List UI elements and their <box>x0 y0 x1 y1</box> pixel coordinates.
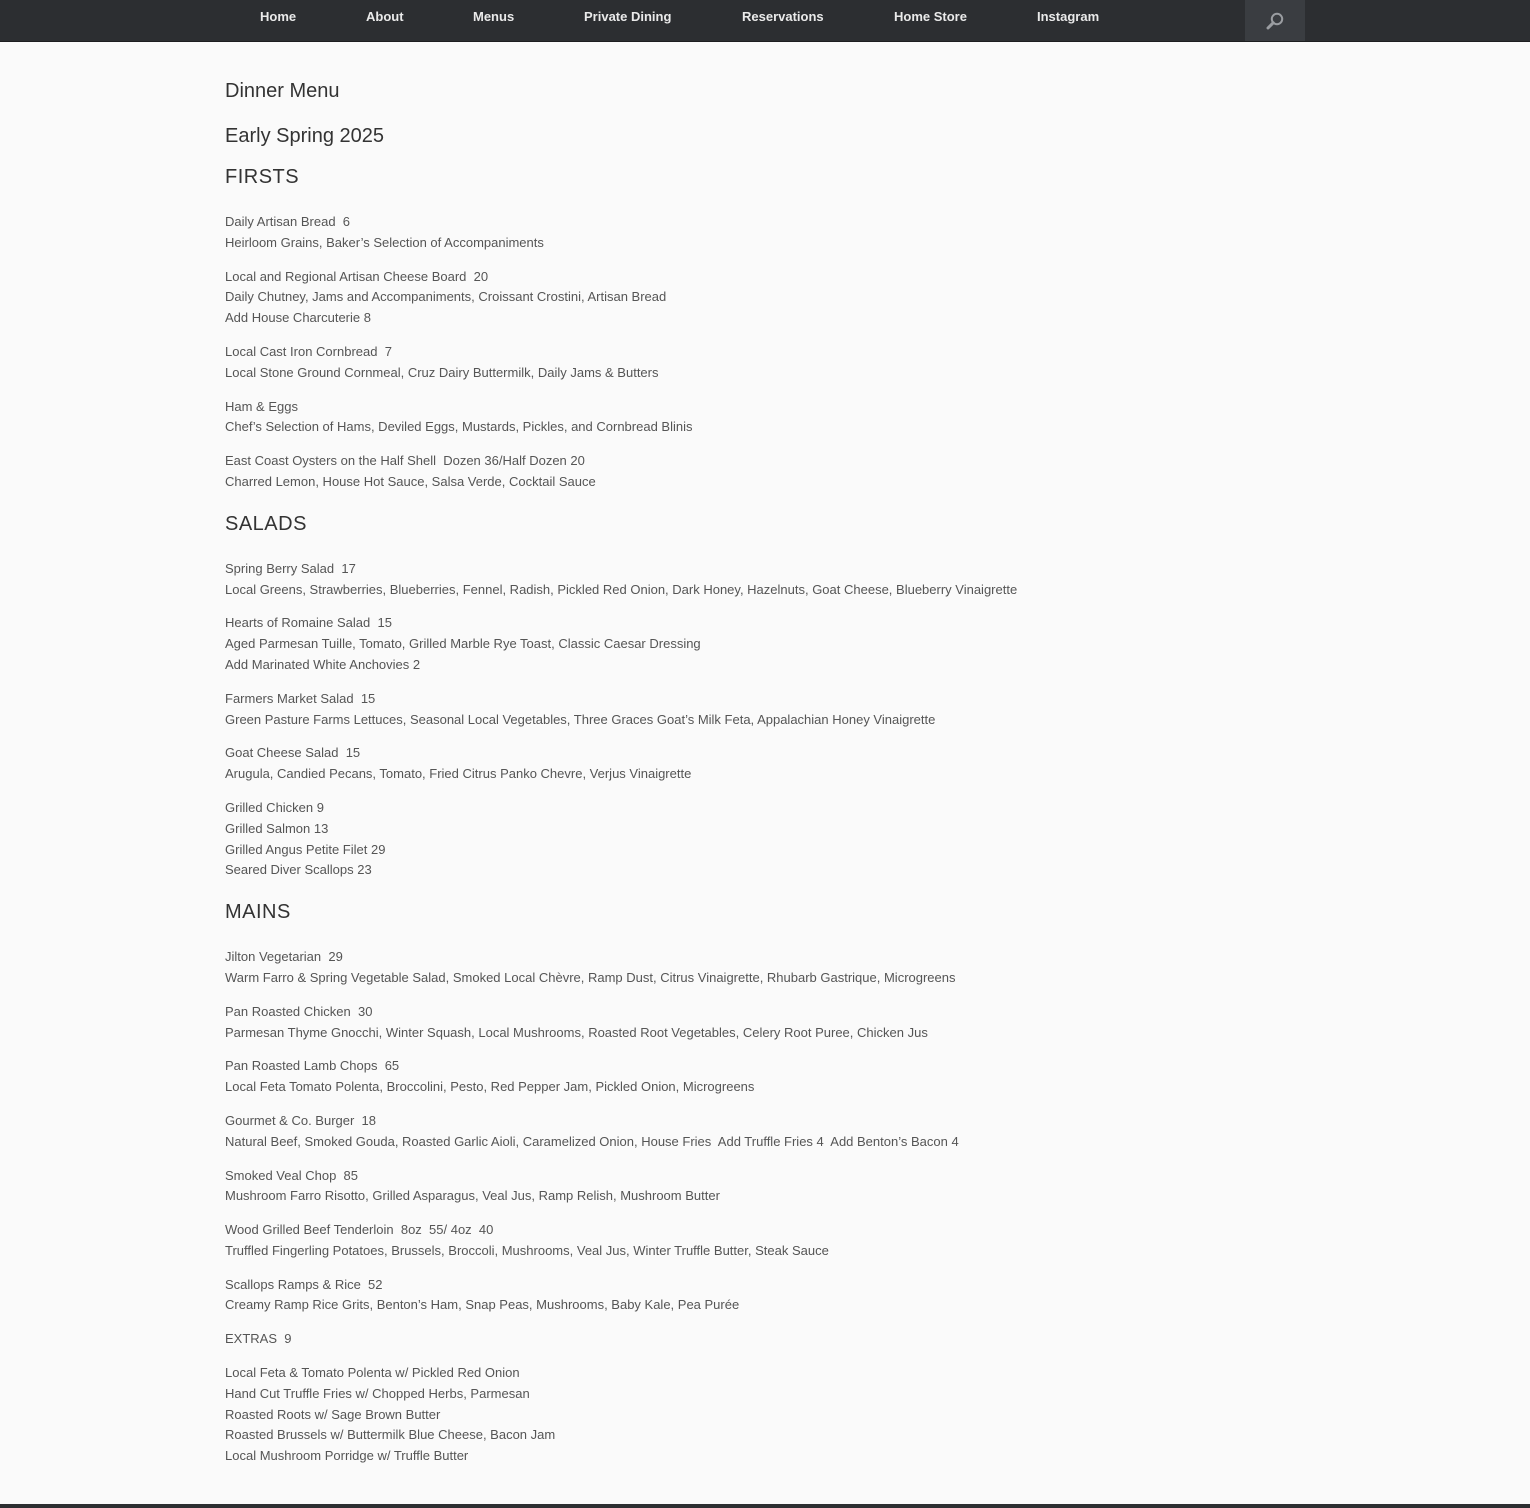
menu-item <box>225 342 1305 384</box>
footer-edge <box>0 1504 1530 1508</box>
menu-item-title: Daily Artisan Bread 6 <box>225 214 351 229</box>
menu-section-mains <box>225 899 1305 1467</box>
menu-item-description: Local Mushroom Porridge w/ Truffle Butter <box>225 1448 469 1464</box>
search-toggle-button[interactable] <box>1245 0 1305 42</box>
menu-item-description: Arugula, Candied Pecans, Tomato, Fried Citrus Panko Chevre, Verjus Vinaigrette <box>225 766 692 782</box>
nav-reservations[interactable]: Reservations <box>742 9 824 24</box>
menu-item <box>225 947 1305 989</box>
menu-section-salads <box>225 511 1305 881</box>
menu-item <box>225 212 1305 254</box>
menu-item-title: Pan Roasted Lamb Chops 65 <box>225 1058 400 1074</box>
menu-item-description: Mushroom Farro Risotto, Grilled Asparagus, Veal Jus, Ramp Relish, Mushroom Butter <box>225 1188 720 1204</box>
menu-item-description: Warm Farro & Spring Vegetable Salad, Smoked Local Chèvre, Ramp Dust, Citrus Vinaigrette, Rhubarb Gastrique, Microgreens <box>225 969 956 985</box>
menu-item-title: East Coast Oysters on the Half Shell Dozen 36/Half Dozen 20 <box>225 453 585 469</box>
search-icon <box>1265 11 1285 31</box>
menu-item-description: Grilled Angus Petite Filet 29 <box>225 841 386 857</box>
menu-item-title: Jilton Vegetarian 29 <box>225 949 343 965</box>
menu-item <box>225 798 1305 881</box>
menu-item-description: Local Stone Ground Cornmeal, Cruz Dairy Buttermilk, Daily Jams & Butters <box>225 364 659 380</box>
main-menu <box>225 0 1305 42</box>
menu-item-description: Creamy Ramp Rice Grits, Benton’s Ham, Snap Peas, Mushrooms, Baby Kale, Pea Purée <box>225 1297 740 1313</box>
page-title: Dinner Menu <box>225 80 340 102</box>
nav-bottom-edge <box>0 41 1530 42</box>
menu-item <box>225 1111 1305 1153</box>
menu-item-title: Local Cast Iron Cornbread 7 <box>225 343 392 359</box>
section-heading: SALADS <box>225 512 307 535</box>
menu-sections <box>225 164 1305 1467</box>
menu-item-title: Pan Roasted Chicken 30 <box>225 1003 373 1019</box>
menu-item <box>225 1329 1305 1350</box>
menu-section-firsts <box>225 164 1305 493</box>
menu-item-description: Truffled Fingerling Potatoes, Brussels, Broccoli, Mushrooms, Veal Jus, Winter Truffle Butter, Steak Sauce <box>225 1242 829 1258</box>
menu-item-title: Farmers Market Salad 15 <box>225 690 376 706</box>
menu-item-description: Daily Chutney, Jams and Accompaniments, Croissant Crostini, Artisan Bread <box>225 289 667 305</box>
menu-item-description: Add Marinated White Anchovies 2 <box>225 656 421 672</box>
menu-item-description: Chef’s Selection of Hams, Deviled Eggs, Mustards, Pickles, and Cornbread Blinis <box>225 419 693 435</box>
menu-item <box>225 1002 1305 1044</box>
menu-item-title: Hearts of Romaine Salad 15 <box>225 615 392 631</box>
menu-item <box>225 743 1305 785</box>
menu-item <box>225 451 1305 493</box>
section-heading: MAINS <box>225 901 291 924</box>
menu-item <box>225 1275 1305 1317</box>
nav-menus[interactable]: Menus <box>473 9 515 24</box>
menu-item-description: Natural Beef, Smoked Gouda, Roasted Garlic Aioli, Caramelized Onion, House Fries Add Truffle Fries 4 Add Benton’s Bacon 4 <box>225 1133 959 1149</box>
menu-item <box>225 689 1305 731</box>
menu-item-title: Grilled Chicken 9 <box>225 799 324 815</box>
menu-item-description: Local Feta Tomato Polenta, Broccolini, Pesto, Red Pepper Jam, Pickled Onion, Microgreens <box>225 1079 755 1095</box>
menu-item <box>225 397 1305 439</box>
menu-item-title: Spring Berry Salad 17 <box>225 560 356 576</box>
menu-item-description: Roasted Roots w/ Sage Brown Butter <box>225 1406 441 1422</box>
menu-item <box>225 1363 1305 1467</box>
section-heading: FIRSTS <box>225 166 300 188</box>
menu-item <box>225 267 1305 329</box>
menu-item-description: Aged Parmesan Tuille, Tomato, Grilled Marble Rye Toast, Classic Caesar Dressing <box>225 636 701 652</box>
nav-about[interactable]: About <box>366 9 404 24</box>
menu-item-title: EXTRAS 9 <box>225 1331 292 1347</box>
menu-item-description: Local Greens, Strawberries, Blueberries, Fennel, Radish, Pickled Red Onion, Dark Honey, Hazelnuts, Goat Cheese, Blueberry Vinaigrette <box>225 581 1018 597</box>
nav-home[interactable]: Home <box>260 9 297 24</box>
menu-item <box>225 1220 1305 1262</box>
menu-item-description: Roasted Brussels w/ Buttermilk Blue Cheese, Bacon Jam <box>225 1427 556 1443</box>
menu-item-description: Grilled Salmon 13 <box>225 820 329 836</box>
menu-item <box>225 1056 1305 1098</box>
menu-item-title: Gourmet & Co. Burger 18 <box>225 1112 377 1128</box>
menu-content <box>225 78 1305 1467</box>
menu-item-description: Seared Diver Scallops 23 <box>225 862 372 878</box>
menu-item-description: Parmesan Thyme Gnocchi, Winter Squash, Local Mushrooms, Roasted Root Vegetables, Celery Root Puree, Chicken Jus <box>225 1024 928 1040</box>
menu-item-description: Hand Cut Truffle Fries w/ Chopped Herbs, Parmesan <box>225 1385 530 1401</box>
nav-private-dining[interactable]: Private Dining <box>584 9 672 24</box>
menu-item-title: Goat Cheese Salad 15 <box>225 745 361 761</box>
menu-item-title: Local and Regional Artisan Cheese Board 20 <box>225 268 489 284</box>
top-navigation-bar <box>0 0 1530 42</box>
menu-item-title: Scallops Ramps & Rice 52 <box>225 1276 383 1292</box>
menu-item-title: Smoked Veal Chop 85 <box>225 1167 358 1183</box>
menu-item <box>225 559 1305 601</box>
menu-item-description: Charred Lemon, House Hot Sauce, Salsa Verde, Cocktail Sauce <box>225 473 596 489</box>
menu-item-description: Add House Charcuterie 8 <box>225 310 371 326</box>
menu-item-title: Wood Grilled Beef Tenderloin 8oz 55/ 4oz 40 <box>225 1222 494 1238</box>
menu-item-description: Heirloom Grains, Baker’s Selection of Accompaniments <box>225 234 544 250</box>
nav-home-store[interactable]: Home Store <box>894 9 967 24</box>
menu-item <box>225 613 1305 675</box>
nav-instagram[interactable]: Instagram <box>1037 9 1100 24</box>
menu-item-description: Green Pasture Farms Lettuces, Seasonal Local Vegetables, Three Graces Goat’s Milk Feta, Appalachian Honey Vinaigrette <box>225 711 936 727</box>
menu-item-title: Local Feta & Tomato Polenta w/ Pickled Red Onion <box>225 1365 520 1381</box>
menu-item <box>225 1166 1305 1208</box>
menu-season-title: Early Spring 2025 <box>225 125 384 147</box>
menu-item-title: Ham & Eggs <box>225 398 298 414</box>
